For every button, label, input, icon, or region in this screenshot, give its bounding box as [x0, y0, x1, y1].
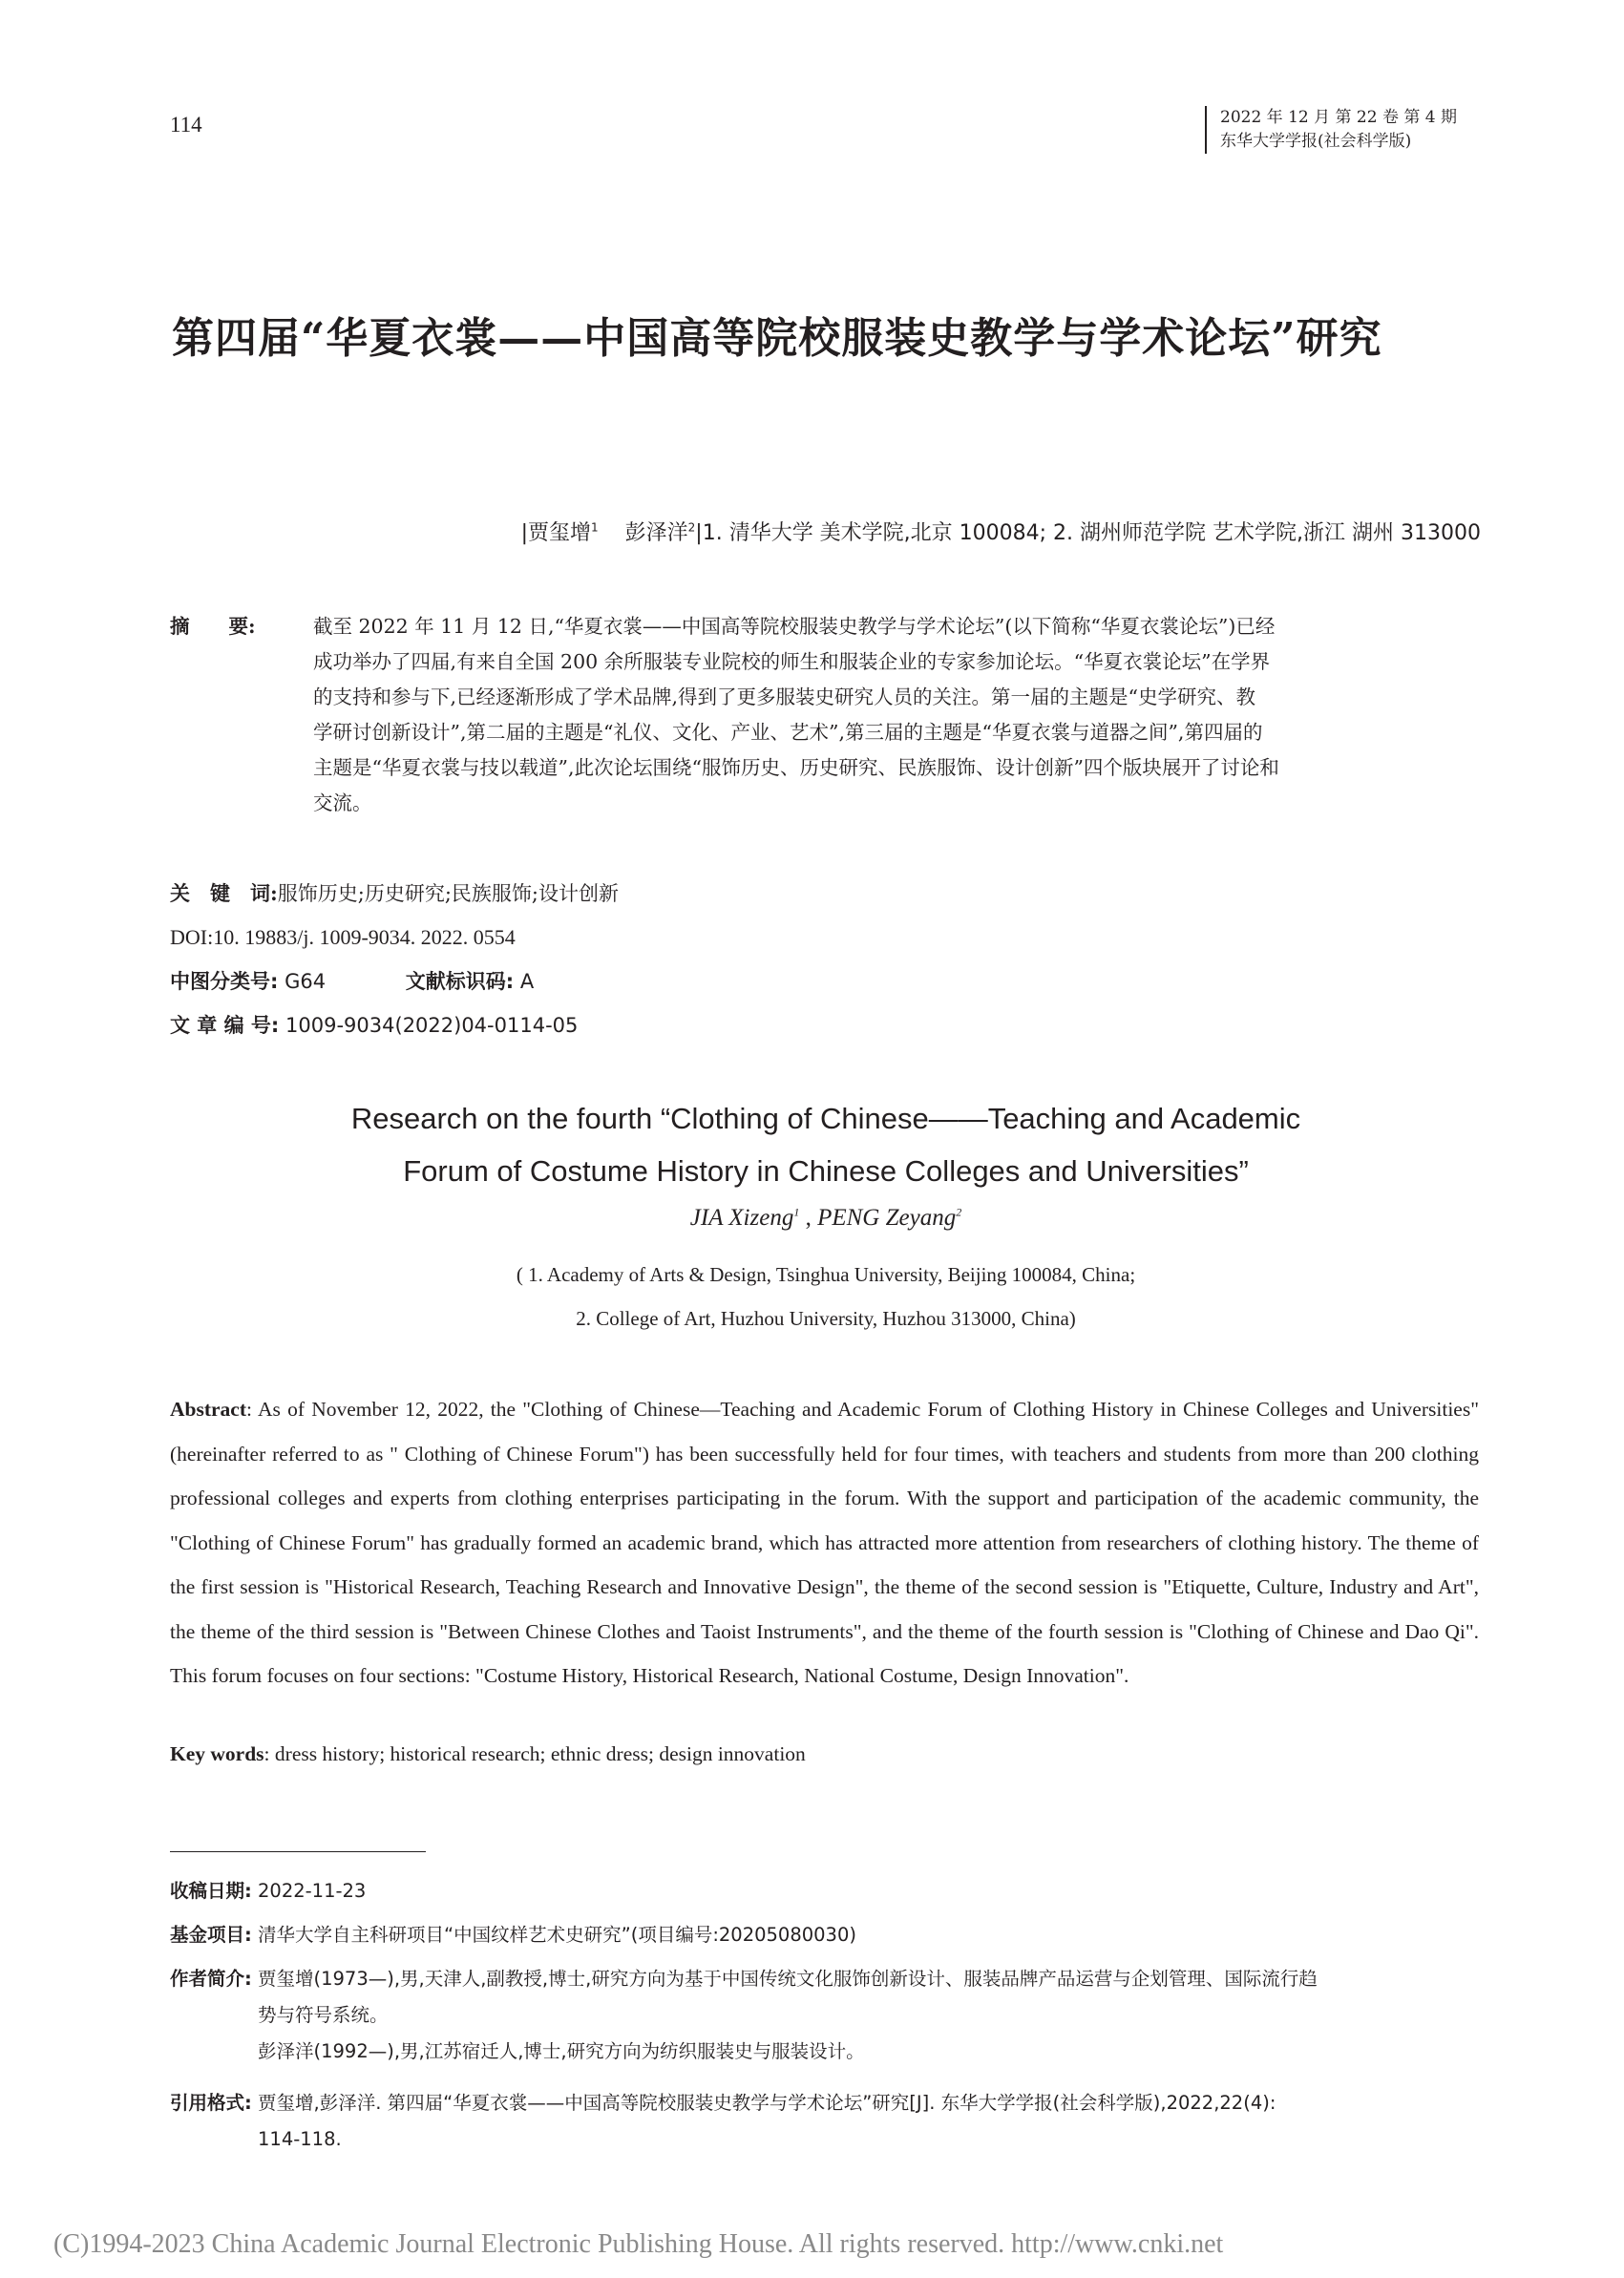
author-bio-label: 作者简介:	[170, 1968, 252, 1990]
authors-en	[172, 1205, 1480, 1232]
abstract-cn-line: 成功举办了四届,有来自全国 200 余所服装专业院校的师生和服装企业的专家参加论坛。“华夏衣裳论坛”在学界	[313, 650, 1271, 673]
abstract-en	[170, 1387, 1479, 1698]
classification-row	[170, 964, 1478, 999]
citation-label: 引用格式:	[170, 2092, 252, 2114]
citation-line: 114-118.	[258, 2128, 342, 2150]
authors-affiliations-cn	[521, 517, 1481, 546]
author-1-en: JIA Xizeng	[689, 1205, 794, 1231]
author-2-en-sup: 2	[956, 1205, 962, 1219]
keywords-en	[170, 1742, 1479, 1766]
copyright-notice: (C)1994-2023 China Academic Journal Electronic Publishing House. All rights reserved. http://www.cnki.net	[53, 2229, 1224, 2259]
keywords-en-value: dress history; historical research; ethnic dress; design innovation	[269, 1742, 806, 1765]
author-2: 彭泽洋	[624, 521, 688, 545]
abstract-cn	[170, 609, 1478, 821]
article-number-label: 文 章 编 号:	[170, 1014, 280, 1037]
author-1-en-sup: 1	[793, 1205, 800, 1219]
clc-value: G64	[285, 970, 327, 993]
author-2-sup: 2	[687, 520, 696, 535]
citation-line: 贾玺增,彭泽洋. 第四届“华夏衣裳——中国高等院校服装史教学与学术论坛”研究[J]. 东华大学学报(社会科学版),2022,22(4):	[258, 2092, 1276, 2114]
journal-issue: 2022 年 12 月 第 22 卷 第 4 期	[1220, 108, 1457, 127]
author-bio-line: 势与符号系统。	[258, 2004, 389, 2026]
keywords-cn-label: 关 键 词:	[170, 881, 278, 905]
abstract-cn-line: 主题是“华夏衣裳与技以载道”,此次论坛围绕“服饰历史、历史研究、民族服饰、设计创新”四个版块展开了讨论和	[313, 756, 1279, 779]
abstract-cn-line: 的支持和参与下,已经逐渐形成了学术品牌,得到了更多服装史研究人员的关注。第一届的主题是“史学研究、教	[313, 686, 1256, 708]
title-en-line: Research on the fourth “Clothing of Chinese——Teaching and Academic	[350, 1102, 1301, 1135]
author-1-sup: 1	[591, 520, 599, 535]
received-value: 2022-11-23	[258, 1880, 367, 1902]
abstract-cn-line: 截至 2022 年 11 月 12 日,“华夏衣裳——中国高等院校服装史教学与学术论坛”(以下简称“华夏衣裳论坛”)已经	[313, 615, 1276, 638]
funding-label: 基金项目:	[170, 1924, 252, 1946]
author-2-en: PENG Zeyang	[817, 1205, 957, 1231]
journal-name: 东华大学学报(社会科学版)	[1220, 132, 1412, 151]
received-label: 收稿日期:	[170, 1880, 252, 1902]
clc-label: 中图分类号:	[170, 970, 279, 993]
received-date	[170, 1873, 1480, 1909]
author-bio	[170, 1961, 1480, 2070]
citation-format	[170, 2085, 1480, 2158]
keywords-en-label: Key words	[170, 1742, 264, 1765]
journal-info	[1205, 106, 1457, 154]
affiliation-en-line: 2. College of Art, Huzhou University, Huzhou 313000, China)	[576, 1307, 1076, 1330]
paper-title: 第四届“华夏衣裳——中国高等院校服装史教学与学术论坛”研究	[172, 314, 1382, 363]
author-bio-line: 彭泽洋(1992—),男,江苏宿迁人,博士,研究方向为纺织服装史与服装设计。	[258, 2040, 865, 2062]
abstract-en-label: Abstract	[170, 1398, 247, 1421]
doi: DOI:10. 19883/j. 1009-9034. 2022. 0554	[170, 925, 516, 949]
funding	[170, 1917, 1480, 1953]
keywords-cn	[170, 876, 1478, 911]
abstract-cn-line: 学研讨创新设计”,第二届的主题是“礼仪、文化、产业、艺术”,第三届的主题是“华夏衣裳与道器之间”,第四届的	[313, 721, 1263, 744]
abstract-cn-label: 摘 要:	[170, 615, 256, 638]
footnote-divider	[170, 1851, 426, 1852]
author-bio-line: 贾玺增(1973—),男,天津人,副教授,博士,研究方向为基于中国传统文化服饰创新设计、服装品牌产品运营与企划管理、国际流行趋	[258, 1968, 1318, 1990]
title-en-line: Forum of Costume History in Chinese Colleges and Universities”	[403, 1154, 1249, 1188]
abstract-cn-line: 交流。	[313, 791, 372, 814]
keywords-en-colon: :	[264, 1742, 270, 1765]
author-separator: ,	[799, 1205, 818, 1231]
doc-code-value: A	[519, 970, 535, 993]
affiliation-en-line: ( 1. Academy of Arts & Design, Tsinghua University, Beijing 100084, China;	[516, 1263, 1136, 1286]
page-number: 114	[170, 113, 202, 137]
keywords-cn-value: 服饰历史;历史研究;民族服饰;设计创新	[277, 882, 619, 905]
author-1: |贾玺增	[520, 521, 592, 545]
paper-title-en	[172, 1092, 1480, 1197]
funding-value: 清华大学自主科研项目“中国纹样艺术史研究”(项目编号:20205080030)	[258, 1924, 856, 1946]
abstract-en-text: As of November 12, 2022, the "Clothing of Chinese—Teaching and Academic Forum of Clothing History in Chinese Colleges and Universities" (hereinafter referred to as " Clothing of Chinese Forum") has been successfully held for four times, with teachers and students from more than 200 clothing professional colleges and experts from clothing enterprises participating in the forum. With the support and participation of the academic community, the "Clothing of Chinese Forum" has gradually formed an academic brand, which has attracted more attention from researchers of clothing history. The theme of the first session is "Historical Research, Teaching Research and Innovative Design", the theme of the second session is "Etiquette, Culture, Industry and Art", the theme of the third session is "Between Chinese Clothes and Taoist Instruments", and the theme of the fourth session is "Clothing of Chinese and Dao Qi". This forum focuses on four sections: "Costume History, Historical Research, National Costume, Design Innovation".	[170, 1398, 1479, 1687]
abstract-en-colon: :	[246, 1398, 252, 1421]
article-number-value: 1009-9034(2022)04-0114-05	[285, 1014, 579, 1037]
affiliations-cn: |1. 清华大学 美术学院,北京 100084; 2. 湖州师范学院 艺术学院,浙江 湖州 313000	[695, 521, 1481, 545]
article-number	[170, 1008, 1478, 1043]
affiliations-en	[172, 1253, 1480, 1340]
doc-code-label: 文献标识码:	[405, 970, 515, 993]
